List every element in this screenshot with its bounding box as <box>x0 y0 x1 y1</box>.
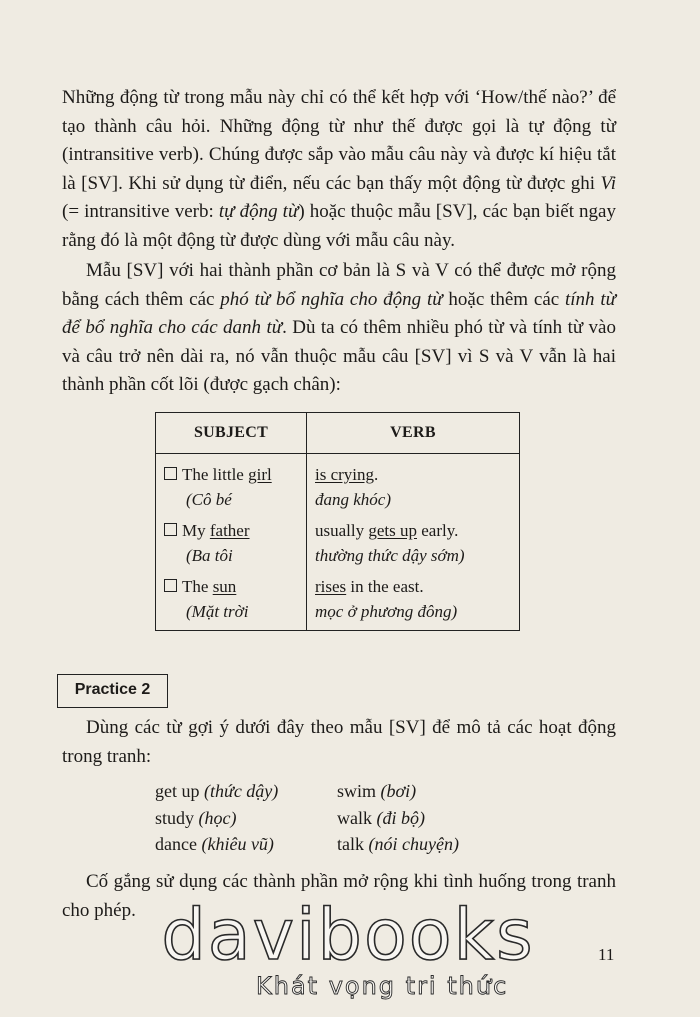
checkbox-icon <box>164 467 177 480</box>
table-row <box>156 512 520 568</box>
vi-abbrev: Vi <box>600 172 616 194</box>
table-row <box>156 568 520 631</box>
header-verb: VERB <box>307 413 520 454</box>
list-item: get up (thức dậy) swim (bơi) <box>155 781 417 801</box>
watermark-logo: davibooks <box>161 894 535 976</box>
verb-cell: is crying. đang khóc) <box>307 454 520 513</box>
word-list <box>155 778 459 858</box>
verb-cell: usually gets up early. thường thức dậy sớm) <box>307 512 520 568</box>
table-row <box>156 454 520 513</box>
practice-instruction: Dùng các từ gợi ý dưới đây theo mẫu [SV] để mô tả các hoạt động trong tranh: <box>62 717 616 767</box>
subject-cell: The little girl (Cô bé <box>156 454 307 513</box>
sv-example-table <box>155 412 520 631</box>
verb-cell: rises in the east. mọc ở phương đông) <box>307 568 520 631</box>
tu-dong-tu-term: tự động từ <box>218 201 299 223</box>
paragraph-expansion: Mẫu [SV] với hai thành phần cơ bản là S và V có thể được mở rộng bằng cách thêm các phó từ bổ nghĩa cho động từ hoặc thêm các tính từ để bổ nghĩa cho các danh từ. Dù ta có thêm nhiều phó từ và tính từ vào và câu trở nên dài ra, nó vẫn thuộc mẫu câu [SV] vì S và V vẫn là hai thành phần cốt lõi (được gạch chân): <box>62 260 617 396</box>
list-item: dance (khiêu vũ) talk (nói chuyện) <box>155 834 459 854</box>
subject-cell: My father (Ba tôi <box>156 512 307 568</box>
practice-closing: Cố gắng sử dụng các thành phần mở rộng khi tình huống trong tranh cho phép. <box>62 871 616 921</box>
list-item: study (học) walk (đi bộ) <box>155 807 425 828</box>
watermark-slogan: Khát vọng tri thức <box>256 972 509 1000</box>
paragraph-intro: Những động từ trong mẫu này chỉ có thể kết hợp với ‘How/thế nào?’ để tạo thành câu hỏi. Những động từ như thế được gọi là tự động từ (intransitive verb). Chúng được sắp vào mẫu câu này và được kí hiệu tắt là [SV]. Khi sử dụng từ điển, nếu các bạn thấy một động từ được ghi Vi (= intransitive verb: tự động từ) hoặc thuộc mẫu [SV], các bạn biết ngay rằng đó là một động từ được dùng với mẫu câu này. <box>62 87 616 251</box>
checkbox-icon <box>164 523 177 536</box>
header-subject: SUBJECT <box>156 413 307 454</box>
page-number: 11 <box>598 945 615 964</box>
checkbox-icon <box>164 579 177 592</box>
practice-label: Practice 2 <box>57 674 168 708</box>
subject-cell: The sun (Mặt trời <box>156 568 307 631</box>
